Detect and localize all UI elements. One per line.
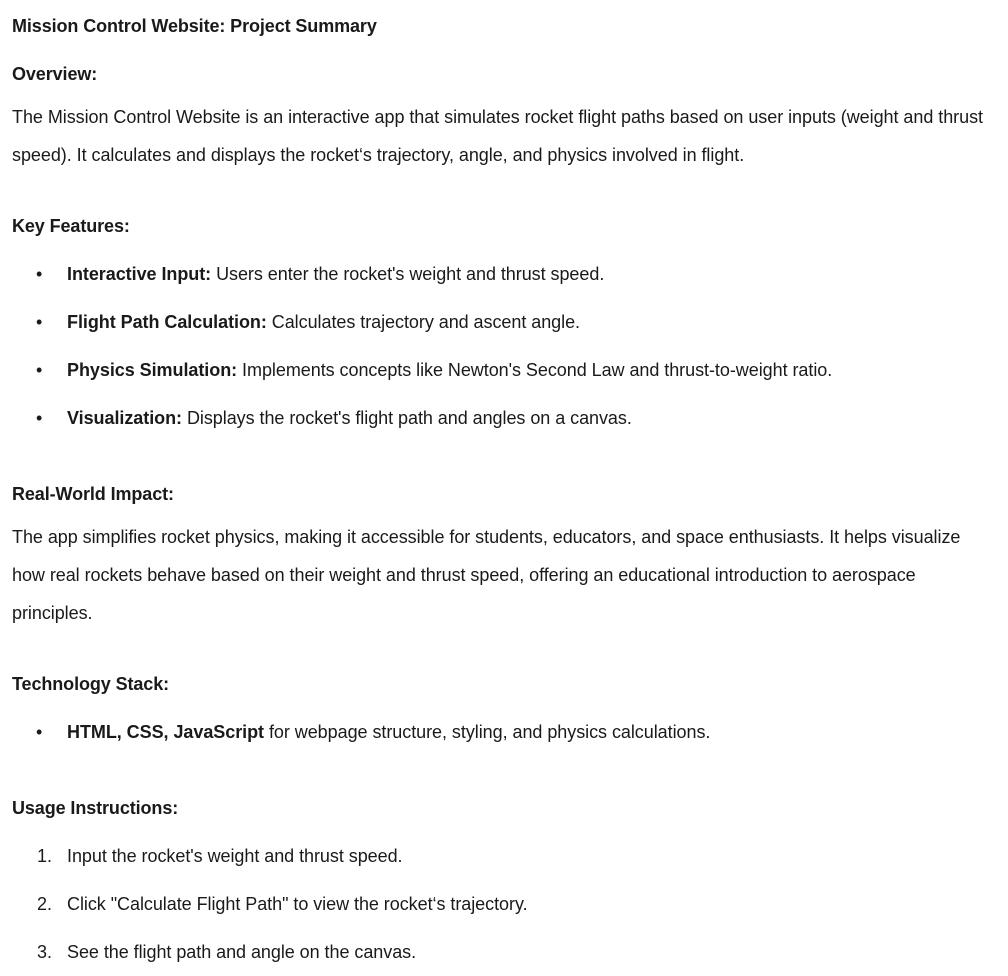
technology-stack-list: [12, 708, 996, 756]
list-item-text: See the flight path and angle on the canvas.: [67, 942, 417, 962]
list-item: [12, 832, 996, 880]
list-item-text: Click "Calculate Flight Path" to view the rocket‘s trajectory.: [67, 894, 528, 914]
bullet-icon: •: [36, 312, 43, 332]
page-title: Mission Control Website: Project Summary: [12, 16, 377, 36]
list-number: 3.: [37, 942, 52, 962]
list-item-text: Displays the rocket's flight path and angles on a canvas.: [182, 408, 632, 428]
list-item-label: HTML, CSS, JavaScript: [67, 722, 265, 742]
list-number: 1.: [37, 846, 52, 866]
bullet-icon: •: [36, 360, 43, 380]
list-item: [12, 346, 996, 394]
overview-paragraph: The Mission Control Website is an interactive app that simulates rocket flight paths based on user inputs (weight and thrust speed). It calculates and displays the rocket‘s trajectory, angle, and physics involved in flight.: [12, 107, 983, 165]
section-heading-technology-stack: Technology Stack:: [12, 674, 169, 694]
list-item-label: Flight Path Calculation:: [67, 312, 267, 332]
list-item-label: Physics Simulation:: [67, 360, 238, 380]
section-heading-real-world-impact: Real-World Impact:: [12, 484, 174, 504]
list-item-text: Implements concepts like Newton's Second Law and thrust-to-weight ratio.: [237, 360, 833, 380]
section-heading-overview: Overview:: [12, 64, 98, 84]
bullet-icon: •: [36, 408, 43, 428]
bullet-icon: •: [36, 722, 43, 742]
list-item: [12, 250, 996, 298]
key-features-list: [12, 250, 996, 442]
list-item-label: Visualization:: [67, 408, 182, 428]
real-world-impact-paragraph: The app simplifies rocket physics, making it accessible for students, educators, and space enthusiasts. It helps visualize how real rockets behave based on their weight and thrust speed, offering an educational introduction to aerospace principles.: [12, 527, 961, 623]
list-item: [12, 394, 996, 442]
section-heading-key-features: Key Features:: [12, 216, 130, 236]
list-number: 2.: [37, 894, 52, 914]
bullet-icon: •: [36, 264, 43, 284]
list-item: [12, 708, 996, 756]
list-item-text: Input the rocket's weight and thrust speed.: [67, 846, 403, 866]
list-item-label: Interactive Input:: [67, 264, 212, 284]
list-item: [12, 298, 996, 346]
list-item: [12, 880, 996, 928]
list-item-text: for webpage structure, styling, and physics calculations.: [264, 722, 711, 742]
list-item-text: Users enter the rocket's weight and thrust speed.: [211, 264, 605, 284]
usage-instructions-list: [12, 832, 996, 976]
section-heading-usage-instructions: Usage Instructions:: [12, 798, 179, 818]
list-item: [12, 928, 996, 976]
list-item-text: Calculates trajectory and ascent angle.: [266, 312, 580, 332]
